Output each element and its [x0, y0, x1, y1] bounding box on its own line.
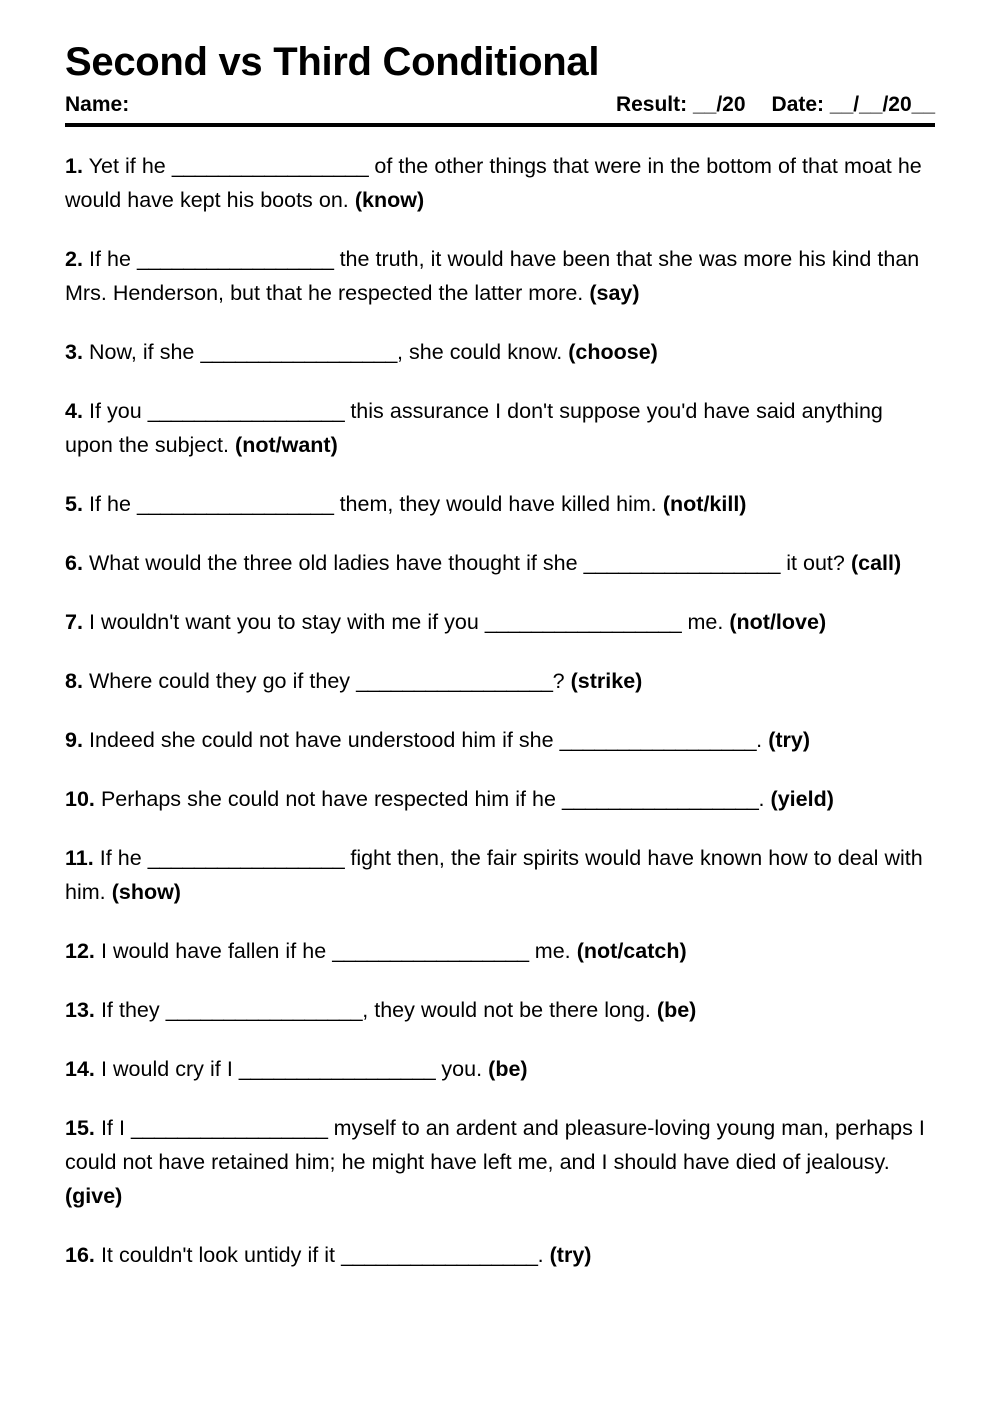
worksheet-meta-row: [65, 93, 935, 117]
question-text-before-blank: I wouldn't want you to stay with me if you: [82, 609, 485, 634]
header-divider: [65, 123, 935, 127]
answer-blank[interactable]: _________________: [131, 1115, 328, 1140]
verb-hint: (yield): [770, 786, 834, 811]
question-number: 9.: [65, 727, 83, 752]
question-text-after-blank: , she could know.: [396, 339, 569, 364]
question-text-after-blank: fight then, the fair spirits would have known how to deal with him.: [65, 845, 923, 904]
result-field: [616, 93, 746, 117]
question-number: 16.: [65, 1242, 95, 1267]
question-text-after-blank: of the other things that were in the bottom of that moat he would have kept his boots on.: [65, 153, 922, 212]
question-item: [65, 934, 935, 968]
questions-list: [65, 149, 935, 1272]
question-item: [65, 1052, 935, 1086]
verb-hint: (show): [111, 879, 181, 904]
question-item: [65, 723, 935, 757]
answer-blank[interactable]: _________________: [356, 668, 553, 693]
verb-hint: (know): [354, 187, 425, 212]
date-label: Date:: [771, 92, 830, 116]
question-text-after-blank: them, they would have killed him.: [333, 491, 663, 516]
verb-hint: (try): [768, 727, 810, 752]
answer-blank[interactable]: _________________: [583, 550, 781, 575]
verb-hint: (give): [65, 1183, 123, 1208]
question-text-after-blank: myself to an ardent and pleasure-loving young man, perhaps I could not have retained him; he might have left me, and I should have died of jealousy.: [65, 1115, 925, 1174]
verb-hint: (strike): [570, 668, 643, 693]
question-text-after-blank: , they would not be there long.: [362, 997, 657, 1022]
answer-blank[interactable]: _________________: [137, 491, 334, 516]
question-text-before-blank: Indeed she could not have understood him if she: [82, 727, 560, 752]
question-text-before-blank: Where could they go if they: [82, 668, 357, 693]
verb-hint: (choose): [568, 339, 658, 364]
question-number: 14.: [65, 1056, 95, 1081]
question-item: [65, 605, 935, 639]
question-text-before-blank: It couldn't look untidy if it: [94, 1242, 342, 1267]
question-text-before-blank: I would cry if I: [94, 1056, 239, 1081]
question-text-before-blank: If I: [94, 1115, 132, 1140]
question-text-before-blank: Perhaps she could not have respected him if he: [94, 786, 563, 811]
question-item: [65, 841, 935, 909]
answer-blank[interactable]: _________________: [165, 997, 363, 1022]
answer-blank[interactable]: _________________: [200, 339, 397, 364]
verb-hint: (be): [656, 997, 697, 1022]
answer-blank[interactable]: _________________: [238, 1056, 436, 1081]
question-number: 10.: [65, 786, 95, 811]
question-text-before-blank: If you: [82, 398, 148, 423]
answer-blank[interactable]: _________________: [147, 845, 345, 870]
verb-hint: (be): [488, 1056, 528, 1081]
verb-hint: (not/love): [729, 609, 827, 634]
page-title: Second vs Third Conditional: [65, 40, 600, 84]
answer-blank[interactable]: _________________: [137, 246, 334, 271]
verb-hint: (not/kill): [662, 491, 747, 516]
verb-hint: (call): [850, 550, 902, 575]
answer-blank[interactable]: _________________: [171, 153, 369, 178]
question-number: 11.: [65, 845, 94, 870]
question-text-before-blank: Yet if he: [82, 153, 172, 178]
answer-blank[interactable]: _________________: [484, 609, 682, 634]
question-number: 7.: [65, 609, 83, 634]
verb-hint: (not/want): [235, 432, 338, 457]
question-number: 1.: [65, 153, 83, 178]
answer-blank[interactable]: _________________: [562, 786, 759, 811]
question-number: 8.: [65, 668, 83, 693]
question-text-before-blank: What would the three old ladies have thought if she: [82, 550, 584, 575]
answer-blank[interactable]: _________________: [147, 398, 345, 423]
question-number: 6.: [65, 550, 83, 575]
question-item: [65, 1111, 935, 1213]
question-text-before-blank: If he: [93, 845, 148, 870]
verb-hint: (say): [589, 280, 640, 305]
verb-hint: (not/catch): [576, 938, 687, 963]
question-item: [65, 335, 935, 369]
question-text-before-blank: Now, if she: [82, 339, 201, 364]
question-text-after-blank: ?: [552, 668, 571, 693]
question-item: [65, 149, 935, 217]
question-number: 3.: [65, 339, 83, 364]
question-number: 15.: [65, 1115, 95, 1140]
result-value[interactable]: __/20: [692, 92, 746, 116]
verb-hint: (try): [549, 1242, 592, 1267]
question-item: [65, 782, 935, 816]
date-value[interactable]: __/__/20__: [829, 92, 935, 116]
question-number: 5.: [65, 491, 83, 516]
question-text-after-blank: this assurance I don't suppose you'd have said anything upon the subject.: [65, 398, 883, 457]
answer-blank[interactable]: _________________: [341, 1242, 538, 1267]
question-text-after-blank: me.: [528, 938, 577, 963]
question-text-after-blank: the truth, it would have been that she was more his kind than Mrs. Henderson, but that he respected the latter more.: [65, 246, 920, 305]
question-item: [65, 1238, 935, 1272]
question-text-after-blank: it out?: [780, 550, 851, 575]
question-item: [65, 664, 935, 698]
question-text-before-blank: If they: [94, 997, 166, 1022]
question-text-after-blank: .: [756, 727, 769, 752]
question-text-before-blank: If he: [82, 491, 138, 516]
meta-right-group: [616, 93, 935, 117]
question-text-before-blank: I would have fallen if he: [94, 938, 333, 963]
question-text-before-blank: If he: [82, 246, 138, 271]
question-item: [65, 546, 935, 580]
question-number: 4.: [65, 398, 83, 423]
question-number: 13.: [65, 997, 95, 1022]
question-text-after-blank: .: [758, 786, 771, 811]
question-item: [65, 242, 935, 310]
result-label: Result:: [615, 92, 693, 116]
answer-blank[interactable]: _________________: [559, 727, 757, 752]
name-field-label: Name:: [65, 92, 130, 116]
question-text-after-blank: .: [537, 1242, 550, 1267]
question-text-after-blank: me.: [681, 609, 730, 634]
question-text-after-blank: you.: [435, 1056, 489, 1081]
question-item: [65, 993, 935, 1027]
question-item: [65, 394, 935, 462]
question-number: 12.: [65, 938, 95, 963]
date-field: [772, 93, 935, 117]
answer-blank[interactable]: _________________: [332, 938, 529, 963]
question-number: 2.: [65, 246, 83, 271]
question-item: [65, 487, 935, 521]
